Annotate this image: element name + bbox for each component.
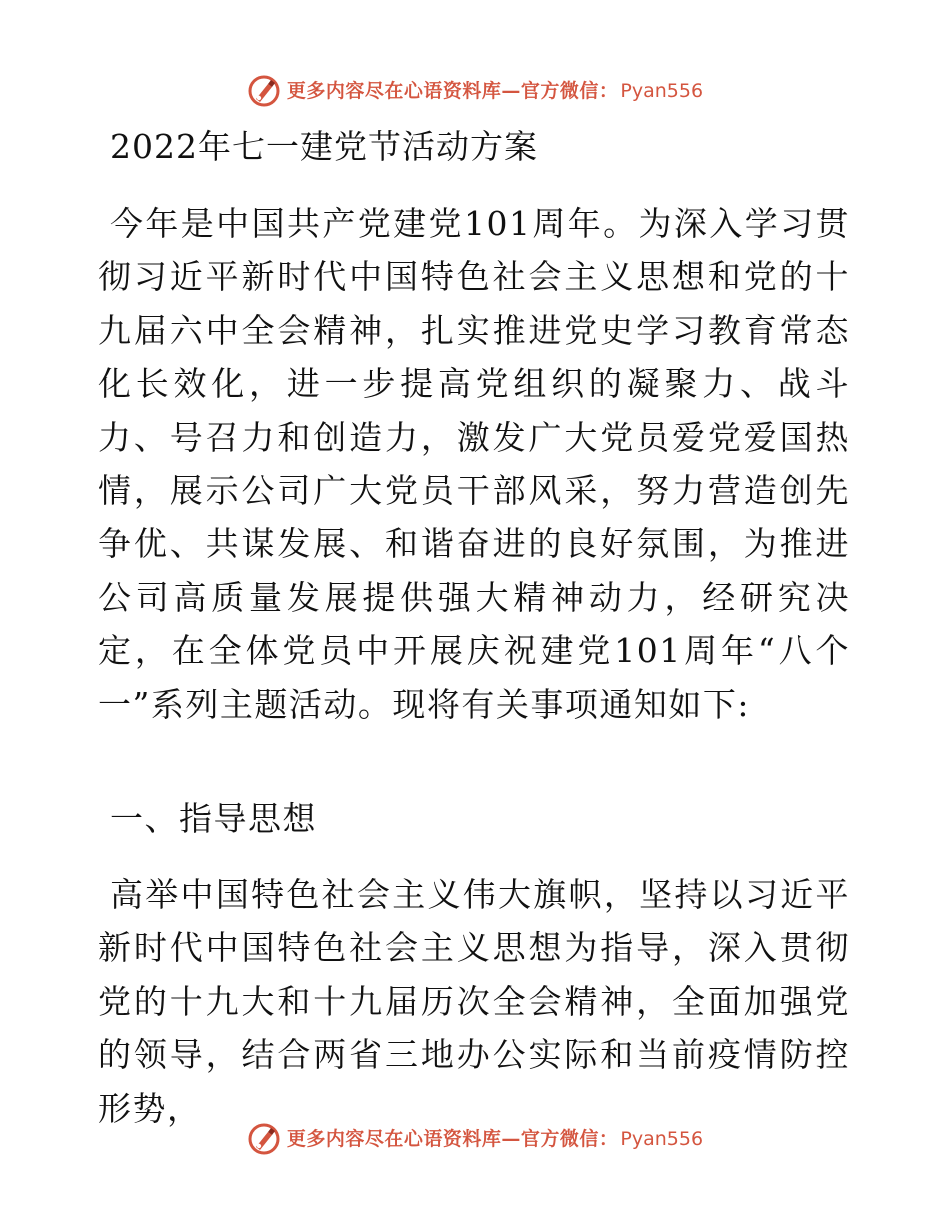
section-heading-guiding-ideology: 一、指导思想 [110,799,317,838]
header-watermark [0,71,950,111]
intro-paragraph: 今年是中国共产党建党101周年。为深入学习贯彻习近平新时代中国特色社会主义思想和党的十九届六中全会精神，扎实推进党史学习教育常态化长效化，进一步提高党组织的凝聚力、战斗力、号召力和创造力，激发广大党员爱党爱国热情，展示公司广大党员干部风采，努力营造创先争优、共谋发展、和谐奋进的良好氛围，为推进公司高质量发展提供强大精神动力，经研究决定，在全体党员中开展庆祝建党101周年“八个一”系列主题活动。现将有关事项通知如下: [98,204,850,724]
document-title: 2022年七一建党节活动方案 [110,127,538,166]
watermark-text: 更多内容尽在心语资料库—官方微信： [286,1127,619,1150]
watermark-wechat-id: Pyan556 [620,79,704,102]
pen-logo-icon [247,1122,281,1156]
guiding-ideology-paragraph: 高举中国特色社会主义伟大旗帜，坚持以习近平新时代中国特色社会主义思想为指导，深入贯彻党的十九大和十九届历次全会精神，全面加强党的领导，结合两省三地办公实际和当前疫情防控形势， [98,875,850,1128]
watermark-wechat-id: Pyan556 [620,1127,704,1150]
pen-logo-icon [247,74,281,108]
footer-watermark [0,1119,950,1159]
watermark-text: 更多内容尽在心语资料库—官方微信： [286,79,619,102]
